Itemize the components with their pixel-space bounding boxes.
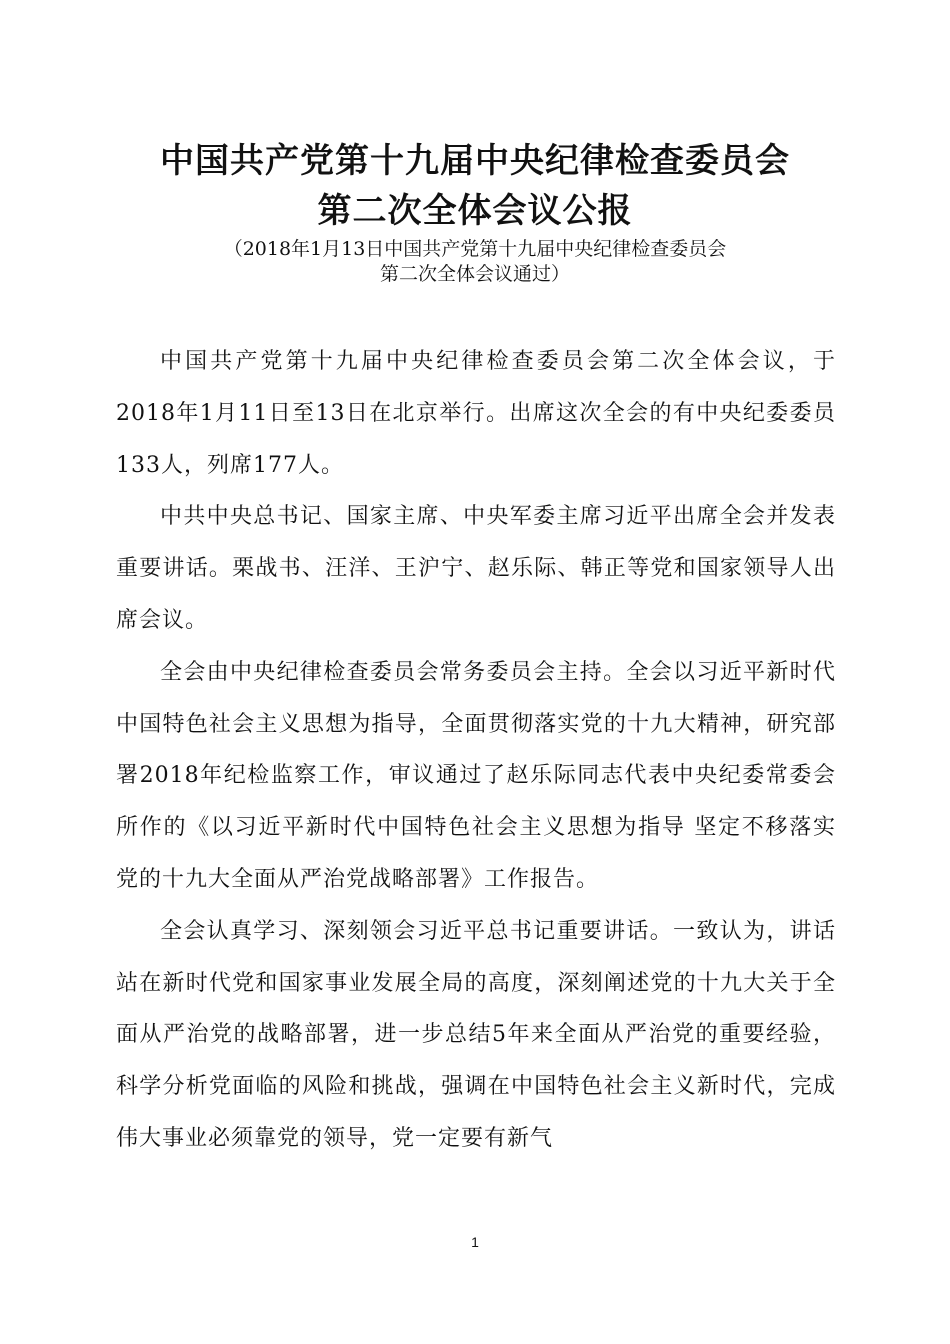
document-subtitle-line-2: 第二次全体会议通过） [379, 263, 570, 285]
document-body [116, 336, 836, 1165]
body-paragraph-2: 中共中央总书记、国家主席、中央军委主席习近平出席全会并发表重要讲话。栗战书、汪洋、王沪宁、赵乐际、韩正等党和国家领导人出席会议。 [116, 504, 836, 633]
document-subtitle-line-1: （2018年1月13日中国共产党第十九届中央纪律检查委员会 [223, 238, 727, 260]
document-title-line-1: 中国共产党第十九届中央纪律检查委员会 [160, 141, 790, 181]
body-paragraph-4: 全会认真学习、深刻领会习近平总书记重要讲话。一致认为，讲话站在新时代党和国家事业发展全局的高度，深刻阐述党的十九大关于全面从严治党的战略部署，进一步总结5年来全面从严治党的重要经验，科学分析党面临的风险和挑战，强调在中国特色社会主义新时代，完成伟大事业必须靠党的领导，党一定要有新气 [116, 918, 836, 1151]
page-number: 1 [471, 1234, 479, 1250]
document-title-line-2: 第二次全体会议公报 [317, 191, 633, 231]
body-paragraph-3: 全会由中央纪律检查委员会常务委员会主持。全会以习近平新时代中国特色社会主义思想为指导，全面贯彻落实党的十九大精神，研究部署2018年纪检监察工作，审议通过了赵乐际同志代表中央纪委常委会所作的《以习近平新时代中国特色社会主义思想为指导 坚定不移落实党的十九大全面从严治党战略部署》工作报告。 [116, 659, 836, 892]
body-paragraph-1: 中国共产党第十九届中央纪律检查委员会第二次全体会议，于2018年1月11日至13日在北京举行。出席这次全会的有中央纪委委员133人，列席177人。 [116, 349, 836, 478]
